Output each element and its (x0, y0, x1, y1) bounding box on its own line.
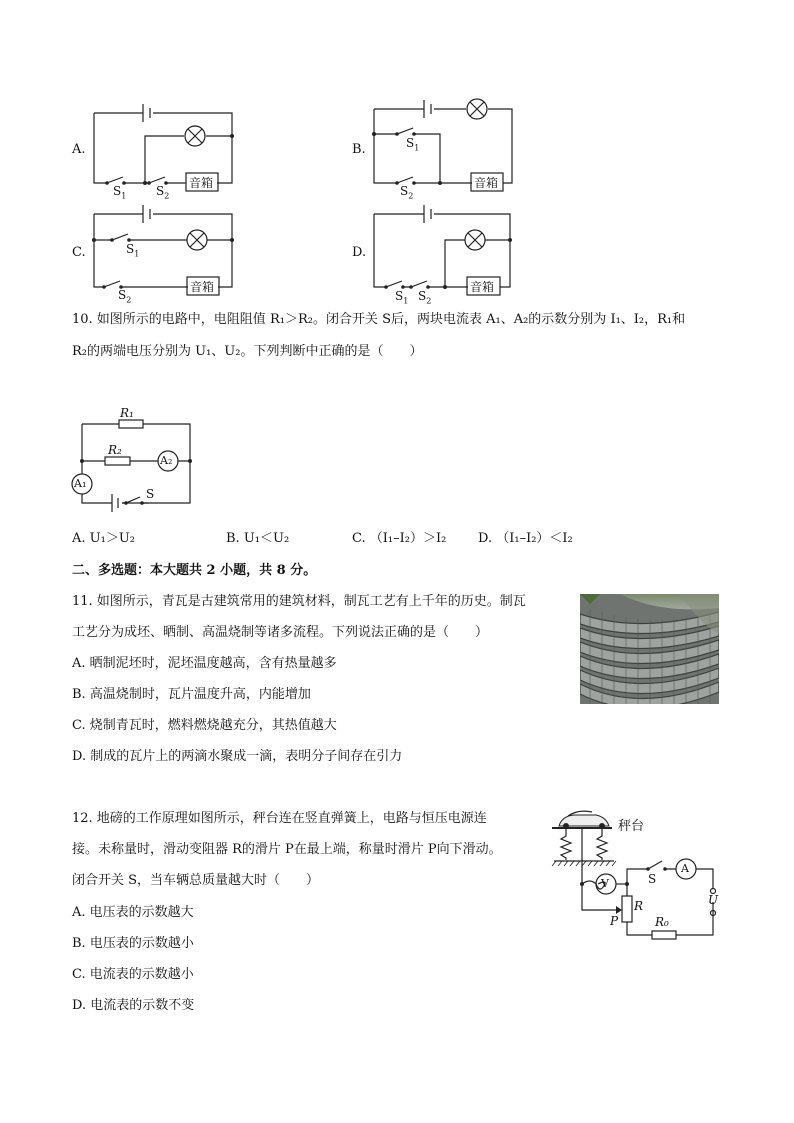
q12-stem-line1: 12. 地磅的工作原理如图所示，秤台连在竖直弹簧上，电路与恒压电源连 (72, 811, 487, 826)
q11-option-a: A. 晒制泥坯时，泥坯温度越高，含有热量越多 (72, 656, 337, 671)
q12-option-a: A. 电压表的示数越大 (72, 905, 194, 920)
q9-option-a-letter: A. (72, 142, 86, 157)
q10-stem-line2: R₂的两端电压分别为 U₁、U₂。下列判断中正确的是（ ） (72, 344, 423, 359)
q12-stem-line2: 接。未称量时，滑动变阻器 R的滑片 P在最上端，称量时滑片 P向下滑动。 (72, 842, 502, 857)
q9-c-s1: $S_1$ (126, 242, 140, 259)
q9-d-s1: $S_1$ (395, 289, 409, 306)
q12-option-b: B. 电压表的示数越小 (72, 936, 194, 951)
q11-stem-line1: 11. 如图所示，青瓦是古建筑常用的建筑材料，制瓦工艺有上千年的历史。制瓦 (72, 594, 526, 609)
q9-option-b-letter: B. (352, 142, 366, 157)
q9-option-c-letter: C. (72, 245, 86, 260)
q10-s-label: S (146, 487, 155, 501)
q12-ammeter-label: A (681, 862, 689, 875)
q12-rheostat-label: R (634, 899, 644, 913)
q10-r1-label: R₁ (120, 406, 134, 420)
section-heading: 二、多选题：本大题共 2 小题，共 8 分。 (72, 563, 317, 578)
q10-option-a: A. U₁＞U₂ (72, 531, 135, 546)
q9-c-speaker: 音箱 (190, 280, 215, 294)
q12-switch-label: S (648, 872, 657, 886)
q9-a-s2: $S_2$ (156, 184, 170, 201)
q9-option-d-letter: D. (352, 245, 367, 260)
q10-stem-line1: 10. 如图所示的电路中，电阻阻值 R₁＞R₂。闭合开关 S后，两块电流表 A₁、A₂的示数分别为 I₁、I₂，R₁和 (72, 312, 686, 327)
q9-a-speaker: 音箱 (189, 176, 214, 190)
q12-r0-label: R₀ (655, 915, 669, 929)
q11-option-c: C. 烧制青瓦时，燃料燃烧越充分，其热值越大 (72, 718, 337, 733)
q11-stem-line2: 工艺分为成坯、晒制、高温烧制等诸多流程。下列说法正确的是（ ） (72, 625, 489, 640)
q10-a2-label: A₂ (160, 454, 173, 467)
q10-option-d: D. （I₁–I₂）＜I₂ (478, 531, 573, 546)
q12-platform-label: 秤台 (618, 819, 645, 834)
q12-option-d: D. 电流表的示数不变 (72, 998, 195, 1013)
q9-b-speaker: 音箱 (474, 176, 499, 190)
q10-option-c: C. （I₁–I₂）＞I₂ (352, 531, 447, 546)
q9-b-s1: $S_1$ (406, 136, 420, 153)
q12-voltage-label: U (708, 893, 719, 907)
q12-voltmeter-label: V (601, 877, 609, 890)
q11-option-b: B. 高温烧制时，瓦片温度升高，内能增加 (72, 687, 311, 702)
q9-a-s1: $S_1$ (113, 184, 127, 201)
q9-b-s2: $S_2$ (400, 184, 414, 201)
q12-slider-label: P (610, 914, 619, 928)
q9-d-speaker: 音箱 (470, 280, 495, 294)
q10-r2-label: R₂ (108, 443, 122, 457)
q12-option-c: C. 电流表的示数越小 (72, 967, 194, 982)
q9-d-s2: $S_2$ (418, 289, 432, 306)
q11-option-d: D. 制成的瓦片上的两滴水聚成一滴，表明分子间存在引力 (72, 749, 403, 764)
q10-a1-label: A₁ (74, 477, 87, 490)
q10-option-b: B. U₁＜U₂ (226, 531, 290, 546)
q12-stem-line3: 闭合开关 S，当车辆总质量越大时（ ） (72, 873, 320, 888)
q9-c-s2: $S_2$ (118, 288, 132, 305)
